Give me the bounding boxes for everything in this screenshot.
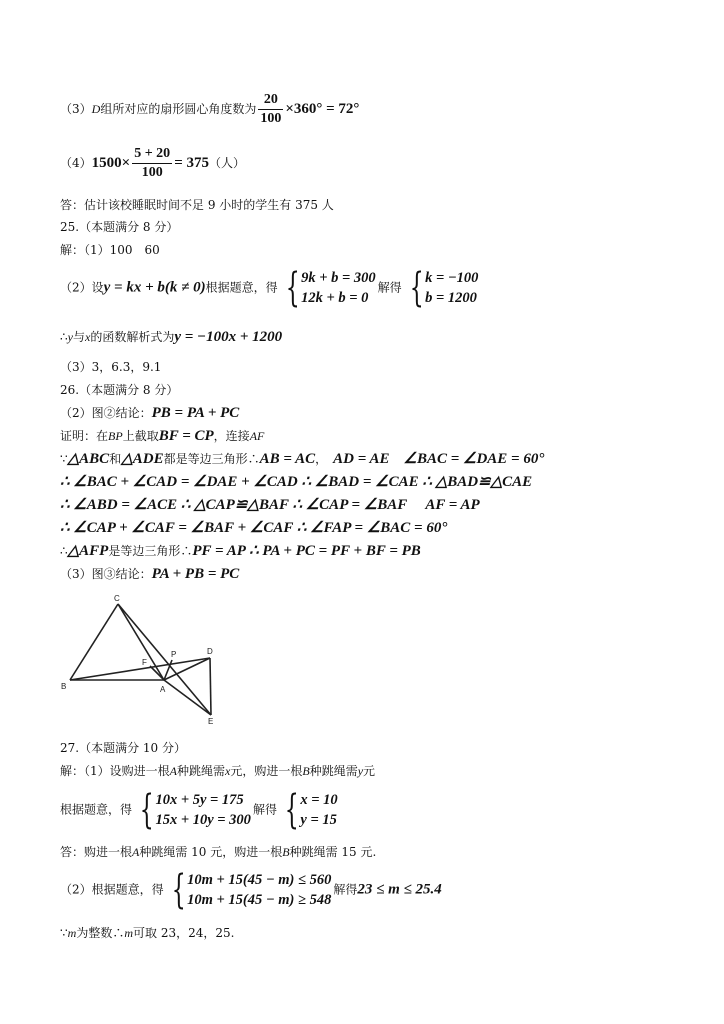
math-expr: △ABC — [67, 451, 110, 467]
text: 元 — [363, 764, 376, 778]
text: 与 — [72, 330, 85, 344]
equation-system — [280, 265, 376, 311]
equation: 10x + 5y = 175 — [155, 792, 244, 808]
line-3-angle — [60, 92, 359, 127]
math-expr: PF = AP ∴ PA + PC = PF + BF = PB — [192, 543, 421, 559]
text: ∵ — [60, 926, 68, 940]
math-expr: 1500× — [91, 155, 131, 171]
equation: y = 15 — [300, 812, 337, 828]
label-C: C — [114, 594, 120, 603]
solution-25-2 — [60, 265, 480, 311]
brace: { — [171, 867, 186, 913]
label-F: F — [142, 658, 147, 667]
segment-AE — [164, 680, 211, 715]
math-expr: ∴ ∠BAC + ∠CAD = ∠DAE + ∠CAD ∴ ∠BAD = ∠CAE ∴ △BAD≌△CAE — [60, 474, 533, 490]
segment-DE — [210, 658, 211, 715]
conclusion-fig3 — [60, 566, 239, 582]
solution-system — [404, 265, 479, 311]
inequality-system — [166, 867, 332, 913]
brace: { — [139, 787, 154, 833]
text: ，连接 — [213, 429, 250, 443]
text: ， — [315, 452, 328, 466]
math-expr: ∠BAC = ∠DAE = 60° — [403, 451, 545, 467]
proof-line-4 — [60, 497, 480, 513]
text: 根据题意，得 — [60, 802, 133, 817]
equation-system — [134, 787, 251, 833]
math-var: x — [225, 764, 231, 778]
text: 根据题意，得 — [205, 280, 278, 295]
fraction — [258, 92, 283, 127]
text: 为整数∴ — [76, 926, 125, 940]
text: （人） — [209, 156, 246, 170]
math-expr: ∴ ∠ABD = ∠ACE ∴ △CAP≌△BAF ∴ ∠CAP = ∠BAF — [60, 497, 408, 513]
math-expr: y = −100x + 1200 — [174, 329, 283, 345]
math-expr: AD = AE — [333, 451, 390, 467]
math-var: m — [124, 926, 133, 940]
text: 解得 — [377, 280, 402, 295]
equation: 9k + b = 300 — [301, 270, 376, 286]
text: （3）图③结论： — [60, 567, 152, 581]
segment-BC — [70, 604, 118, 680]
item-number: （4） — [60, 156, 92, 170]
proof-line-2 — [60, 451, 544, 467]
text: 解得 — [333, 882, 358, 897]
segment-BD — [70, 658, 210, 680]
numerator: 5 + 20 — [132, 146, 172, 164]
heading-27: 27.（本题满分 10 分） — [60, 741, 186, 755]
math-var: x — [84, 330, 91, 344]
text: （2）图②结论： — [60, 406, 152, 420]
equation-system-27-1 — [60, 787, 340, 833]
math-var: A — [169, 764, 177, 778]
math-expr: 23 ≤ m ≤ 25.4 — [357, 881, 442, 898]
line-4-estimate — [60, 146, 245, 181]
math-var: y — [357, 764, 364, 778]
heading-26: 26.（本题满分 8 分） — [60, 383, 179, 397]
label-B: B — [61, 682, 67, 691]
label-P: P — [171, 650, 177, 659]
solution-25-3: （3）3，6.3，9.1 — [60, 360, 162, 374]
math-var: BP — [108, 429, 123, 443]
math-expr: BF = CP — [158, 428, 214, 444]
brace: { — [409, 265, 424, 311]
inequality: 10m + 15(45 − m) ≤ 560 — [187, 872, 332, 888]
label-A: A — [160, 685, 166, 694]
label-D: D — [207, 647, 213, 656]
math-var: D — [91, 102, 101, 116]
text: 种跳绳需 — [176, 764, 225, 778]
text: 元，购进一根 — [230, 764, 303, 778]
math-expr: △ADE — [121, 451, 164, 467]
math-var: y — [67, 330, 73, 344]
math-expr: PB = PA + PC — [151, 405, 240, 421]
text: 和 — [109, 452, 122, 466]
math-var: m — [67, 926, 77, 940]
solution-27-1 — [60, 763, 375, 779]
proof-line-1 — [60, 428, 264, 444]
inequality: 10m + 15(45 − m) ≥ 548 — [187, 892, 332, 908]
equation: 12k + b = 0 — [301, 290, 369, 306]
text: 种跳绳需 — [309, 764, 358, 778]
text: 组所对应的扇形圆心角度数为 — [100, 102, 257, 116]
answer-27-1 — [60, 844, 376, 860]
brace: { — [284, 787, 299, 833]
geometry-figure — [58, 590, 226, 728]
math-expr: △AFP — [67, 543, 109, 559]
solution-25-1: 解：（1）100 60 — [60, 243, 160, 257]
text: 都是等边三角形∴ — [163, 452, 260, 466]
denominator: 100 — [141, 165, 163, 180]
text: ∴ — [60, 544, 68, 558]
math-expr: AF = AP — [425, 497, 480, 513]
math-var: B — [302, 764, 310, 778]
text: 解：（1）设购进一根 — [60, 764, 170, 778]
solution-system — [279, 787, 338, 833]
fraction — [132, 146, 172, 181]
math-var: AF — [249, 429, 265, 443]
proof-line-6 — [60, 543, 421, 559]
conclusion-fig2 — [60, 405, 239, 421]
denominator: 100 — [260, 111, 282, 126]
math-expr: = 375 — [174, 155, 209, 171]
label-E: E — [208, 717, 214, 726]
text: ∵ — [60, 452, 68, 466]
answer-24: 答：估计该校睡眠时间不足 9 小时的学生有 375 人 — [60, 198, 334, 212]
brace: { — [285, 265, 300, 311]
text: 答：购进一根 — [60, 845, 133, 859]
text: 是等边三角形∴ — [108, 544, 193, 558]
math-var: A — [132, 845, 140, 859]
equation: 15x + 10y = 300 — [155, 812, 251, 828]
function-expression — [60, 329, 282, 345]
item-number: （3） — [60, 102, 92, 116]
equation: k = −100 — [425, 270, 479, 286]
integer-values — [60, 925, 234, 941]
text: （2）设 — [60, 280, 104, 295]
inequality-system-27-2 — [60, 867, 442, 913]
math-expr: ∴ ∠CAP + ∠CAF = ∠BAF + ∠CAF ∴ ∠FAP = ∠BAC = 60° — [60, 520, 448, 536]
math-expr: PA + PB = PC — [151, 566, 240, 582]
text: 证明：在 — [60, 429, 109, 443]
math-expr: ×360° = 72° — [285, 101, 360, 117]
text: 种跳绳需 15 元. — [289, 845, 377, 859]
text: 的函数解析式为 — [90, 330, 175, 344]
heading-25: 25.（本题满分 8 分） — [60, 220, 179, 234]
text: 上截取 — [122, 429, 159, 443]
text: 解得 — [252, 802, 277, 817]
text: ∴ — [60, 330, 68, 344]
equation: x = 10 — [300, 792, 338, 808]
numerator: 20 — [258, 92, 283, 110]
math-expr: y = kx + b(k ≠ 0) — [103, 279, 206, 296]
math-var: B — [282, 845, 290, 859]
math-expr: AB = AC — [259, 451, 316, 467]
proof-line-3 — [60, 474, 532, 490]
text: 可取 23，24，25. — [133, 926, 235, 940]
equation: b = 1200 — [425, 290, 477, 306]
text: （2）根据题意，得 — [60, 882, 164, 897]
figure-svg — [58, 590, 226, 728]
text: 种跳绳需 10 元，购进一根 — [139, 845, 283, 859]
proof-line-5 — [60, 520, 447, 536]
